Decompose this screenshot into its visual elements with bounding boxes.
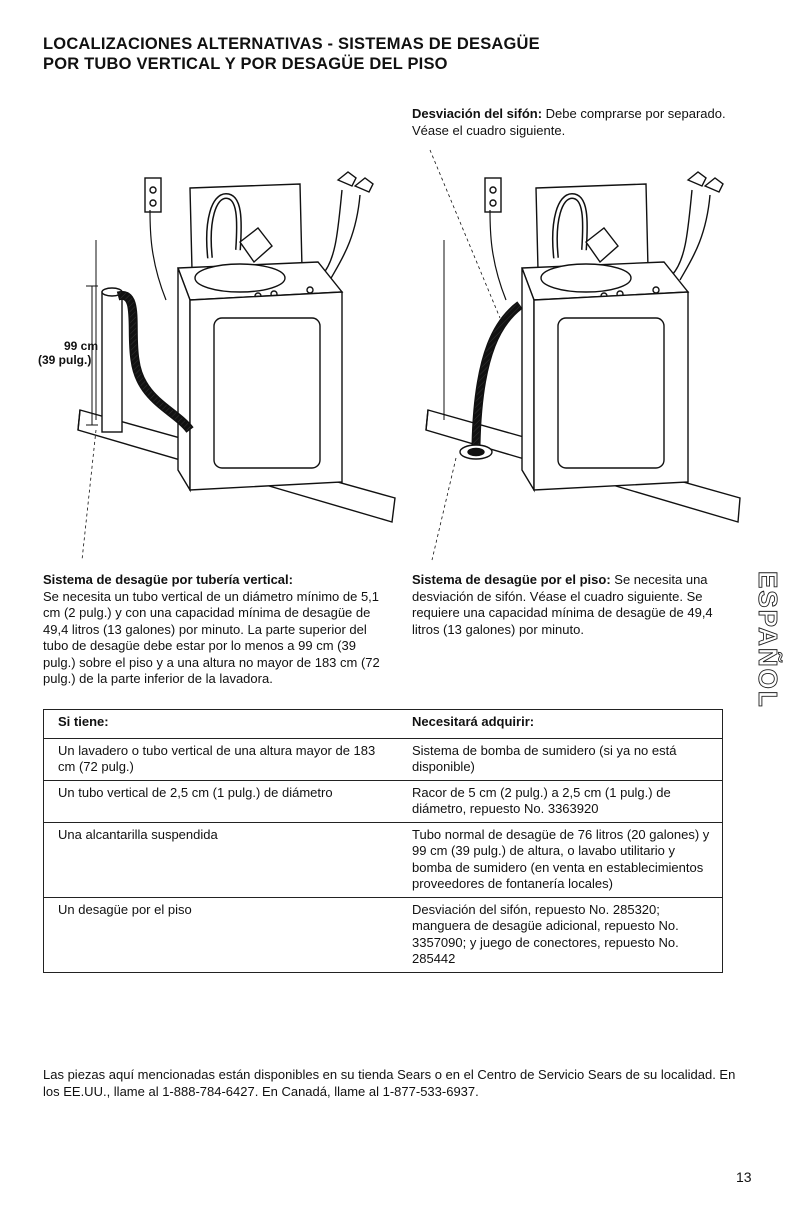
table-row [44, 780, 723, 822]
cell-have: Una alcantarilla suspendida [44, 822, 399, 897]
standpipe-section [43, 572, 383, 688]
title-line-2: POR TUBO VERTICAL Y POR DESAGÜE DEL PISO [43, 55, 448, 73]
standpipe-heading: Sistema de desagüe por tubería vertical: [43, 572, 293, 587]
language-side-tab [737, 566, 783, 756]
floor-drain-section [412, 572, 742, 638]
title-line-1: LOCALIZACIONES ALTERNATIVAS - SISTEMAS DE DESAGÜE [43, 35, 540, 53]
table-row [44, 738, 723, 780]
floor-drain-text: Se necesita una desviación de sifón. Véase el cuadro siguiente. Se requiere una capacidad mínima de desagüe de 49,4 litros (13 galones) por minuto. [412, 572, 713, 637]
standpipe-text: Se necesita un tubo vertical de un diámetro mínimo de 5,1 cm (2 pulg.) y con una capacidad mínima de desagüe de 49,4 litros (13 galones) por minuto. La parte superior del tubo de desagüe debe estar por lo menos a 99 cm (39 pulg.) sobre el piso y a una altura no mayor de 183 cm (72 pulg.) de la parte inferior de la lavadora. [43, 588, 380, 686]
trap-note-label: Desviación del sifón: [412, 106, 543, 121]
cell-need: Racor de 5 cm (2 pulg.) a 2,5 cm (1 pulg.) de diámetro, repuesto No. 3363920 [398, 780, 723, 822]
cell-have: Un lavadero o tubo vertical de una altura mayor de 183 cm (72 pulg.) [44, 738, 399, 780]
measure-in: (39 pulg.) [38, 353, 92, 367]
table-header-row [44, 710, 723, 739]
outlet-icon [485, 178, 501, 212]
measure-cm: 99 cm [64, 339, 99, 353]
standpipe-illustration [78, 172, 395, 560]
col-header-need: Necesitará adquirir: [398, 710, 723, 739]
cell-have: Un desagüe por el piso [58, 901, 192, 917]
page-number: 13 [736, 1169, 752, 1185]
cell-need: Desviación del sifón, repuesto No. 285320; manguera de desagüe adicional, repuesto No. 3357090; y juego de conectores, repuesto No. 285442 [412, 901, 679, 966]
trap-note-text: Debe comprarse por separado. Véase el cuadro siguiente. [412, 106, 726, 138]
table-row [44, 897, 723, 972]
floor-drain-heading: Sistema de desagüe por el piso: [412, 572, 611, 587]
cell-need: Tubo normal de desagüe de 76 litros (20 galones) y 99 cm (39 pulg.) de altura, o lavabo utilitario y bomba de sumidero (en venta en establecimientos proveedores de fontanería locales) [398, 822, 723, 897]
cell-need: Sistema de bomba de sumidero (si ya no está disponible) [398, 738, 723, 780]
faucet-icon [688, 172, 706, 186]
side-tab-label: ESPAÑOL [753, 571, 783, 709]
table-row [44, 822, 723, 897]
faucet-icon [338, 172, 356, 186]
outlet-icon [145, 178, 161, 212]
cell-have: Un tubo vertical de 2,5 cm (1 pulg.) de diámetro [44, 780, 399, 822]
floor-drain-illustration [426, 150, 740, 560]
parts-table [43, 709, 723, 973]
footer-note: Las piezas aquí mencionadas están disponibles en su tienda Sears o en el Centro de Servicio Sears de su localidad. En los EE.UU., llame al 1-888-784-6427. En Canadá, llame al 1-877-533-6937. [43, 1067, 736, 1099]
washer-illustrations [0, 0, 799, 570]
col-header-have: Si tiene: [44, 710, 399, 739]
